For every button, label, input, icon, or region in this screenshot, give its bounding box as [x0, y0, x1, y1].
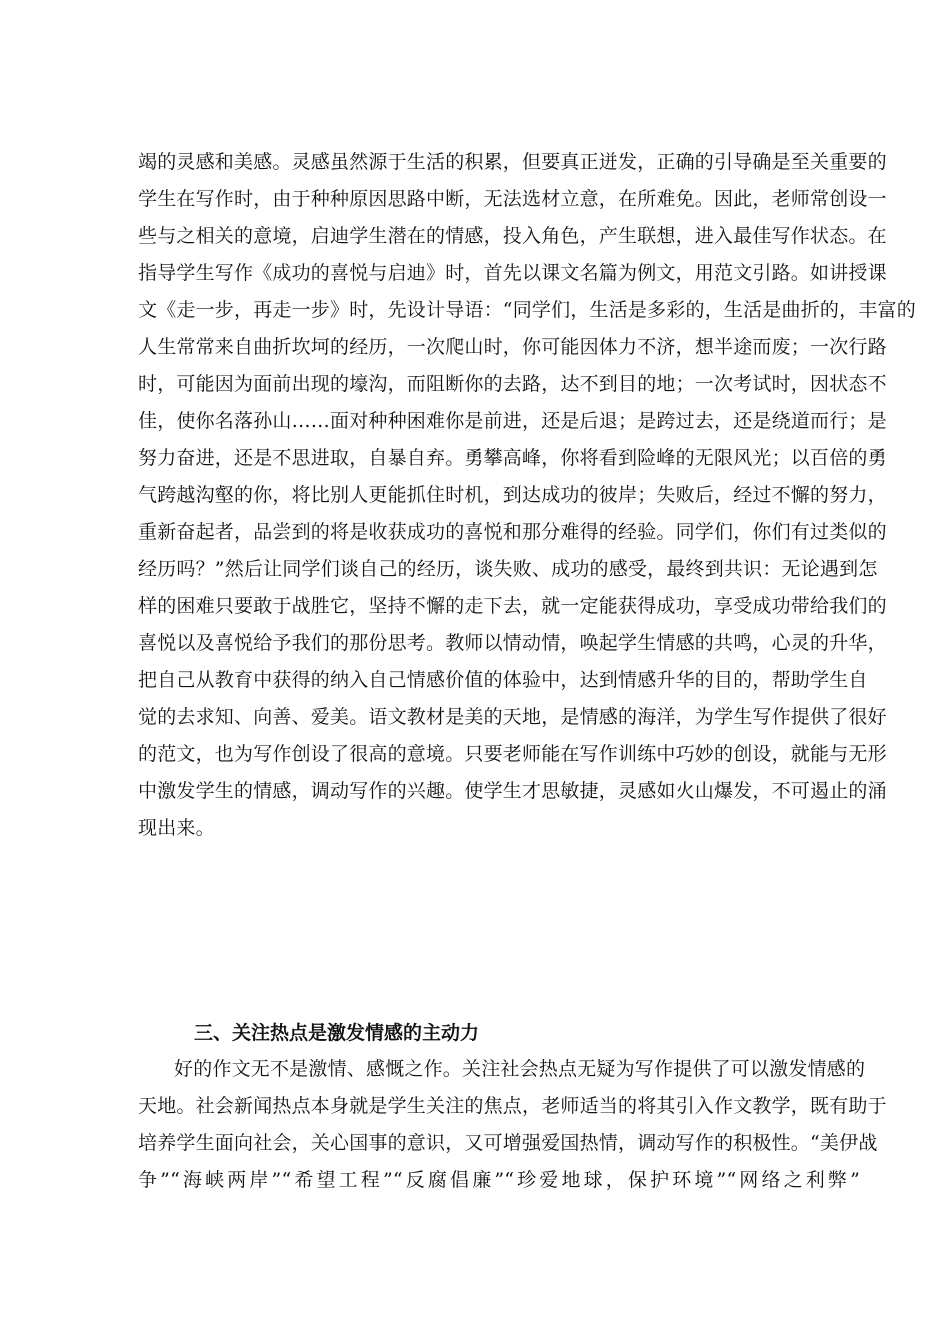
- paragraph-line: 把自己从教育中获得的纳入自己情感价值的体验中，达到情感升华的目的，帮助学生自: [138, 669, 868, 691]
- paragraph-line: 好的作文无不是激情、感慨之作。关注社会热点无疑为写作提供了可以激发情感的: [174, 1058, 866, 1080]
- paragraph-line: 的范文，也为写作创设了很高的意境。只要老师能在写作训练中巧妙的创设，就能与无形: [138, 743, 887, 765]
- body-paragraph-2: [138, 1051, 887, 1199]
- paragraph-line: 学生在写作时，由于种种原因思路中断，无法选材立意，在所难免。因此，老师常创设一: [138, 188, 887, 210]
- paragraph-line: 佳，使你名落孙山……面对种种困难你是前进，还是后退；是跨过去，还是绕道而行；是: [138, 410, 887, 432]
- paragraph-line: 争”“海峡两岸”“希望工程”“反腐倡廉”“珍爱地球，保护环境”“网络之利弊”: [138, 1169, 860, 1191]
- paragraph-line: 觉的去求知、向善、爱美。语文教材是美的天地，是情感的海洋，为学生写作提供了很好: [138, 706, 887, 728]
- paragraph-line: 文《走一步，再走一步》时，先设计导语：“同学们，生活是多彩的，生活是曲折的，丰富的: [138, 299, 916, 321]
- body-paragraph-1: [138, 144, 916, 847]
- section-heading: 三、关注热点是激发情感的主动力: [194, 1022, 480, 1044]
- paragraph-line: 气跨越沟壑的你，将比别人更能抓住时机，到达成功的彼岸；失败后，经过不懈的努力，: [138, 484, 887, 506]
- paragraph-line: 重新奋起者，品尝到的将是收获成功的喜悦和那分难得的经验。同学们，你们有过类似的: [138, 521, 887, 543]
- paragraph-line: 样的困难只要敢于战胜它，坚持不懈的走下去，就一定能获得成功，享受成功带给我们的: [138, 595, 887, 617]
- paragraph-line: 喜悦以及喜悦给予我们的那份思考。教师以情动情，唤起学生情感的共鸣，心灵的升华，: [138, 632, 887, 654]
- paragraph-line: 中激发学生的情感，调动写作的兴趣。使学生才思敏捷，灵感如火山爆发，不可遏止的涌: [138, 780, 887, 802]
- paragraph-line: 培养学生面向社会，关心国事的意识，又可增强爱国热情，调动写作的积极性。“美伊战: [138, 1132, 878, 1154]
- paragraph-line: 竭的灵感和美感。灵感虽然源于生活的积累，但要真正迸发，正确的引导确是至关重要的: [138, 151, 887, 173]
- paragraph-line: 时，可能因为面前出现的壕沟，而阻断你的去路，达不到目的地；一次考试时，因状态不: [138, 373, 887, 395]
- paragraph-line: 指导学生写作《成功的喜悦与启迪》时，首先以课文名篇为例文，用范文引路。如讲授课: [138, 262, 887, 284]
- paragraph-line: 努力奋进，还是不思进取，自暴自弃。勇攀高峰，你将看到险峰的无限风光；以百倍的勇: [138, 447, 887, 469]
- paragraph-line: 现出来。: [138, 817, 215, 839]
- paragraph-line: 人生常常来自曲折坎坷的经历，一次爬山时，你可能因体力不济，想半途而废；一次行路: [138, 336, 887, 358]
- paragraph-line: 经历吗？”然后让同学们谈自己的经历，谈失败、成功的感受，最终到共识：无论遇到怎: [138, 558, 878, 580]
- paragraph-line: 些与之相关的意境，启迪学生潜在的情感，投入角色，产生联想，进入最佳写作状态。在: [138, 225, 887, 247]
- paragraph-line: 天地。社会新闻热点本身就是学生关注的焦点，老师适当的将其引入作文教学，既有助于: [138, 1095, 887, 1117]
